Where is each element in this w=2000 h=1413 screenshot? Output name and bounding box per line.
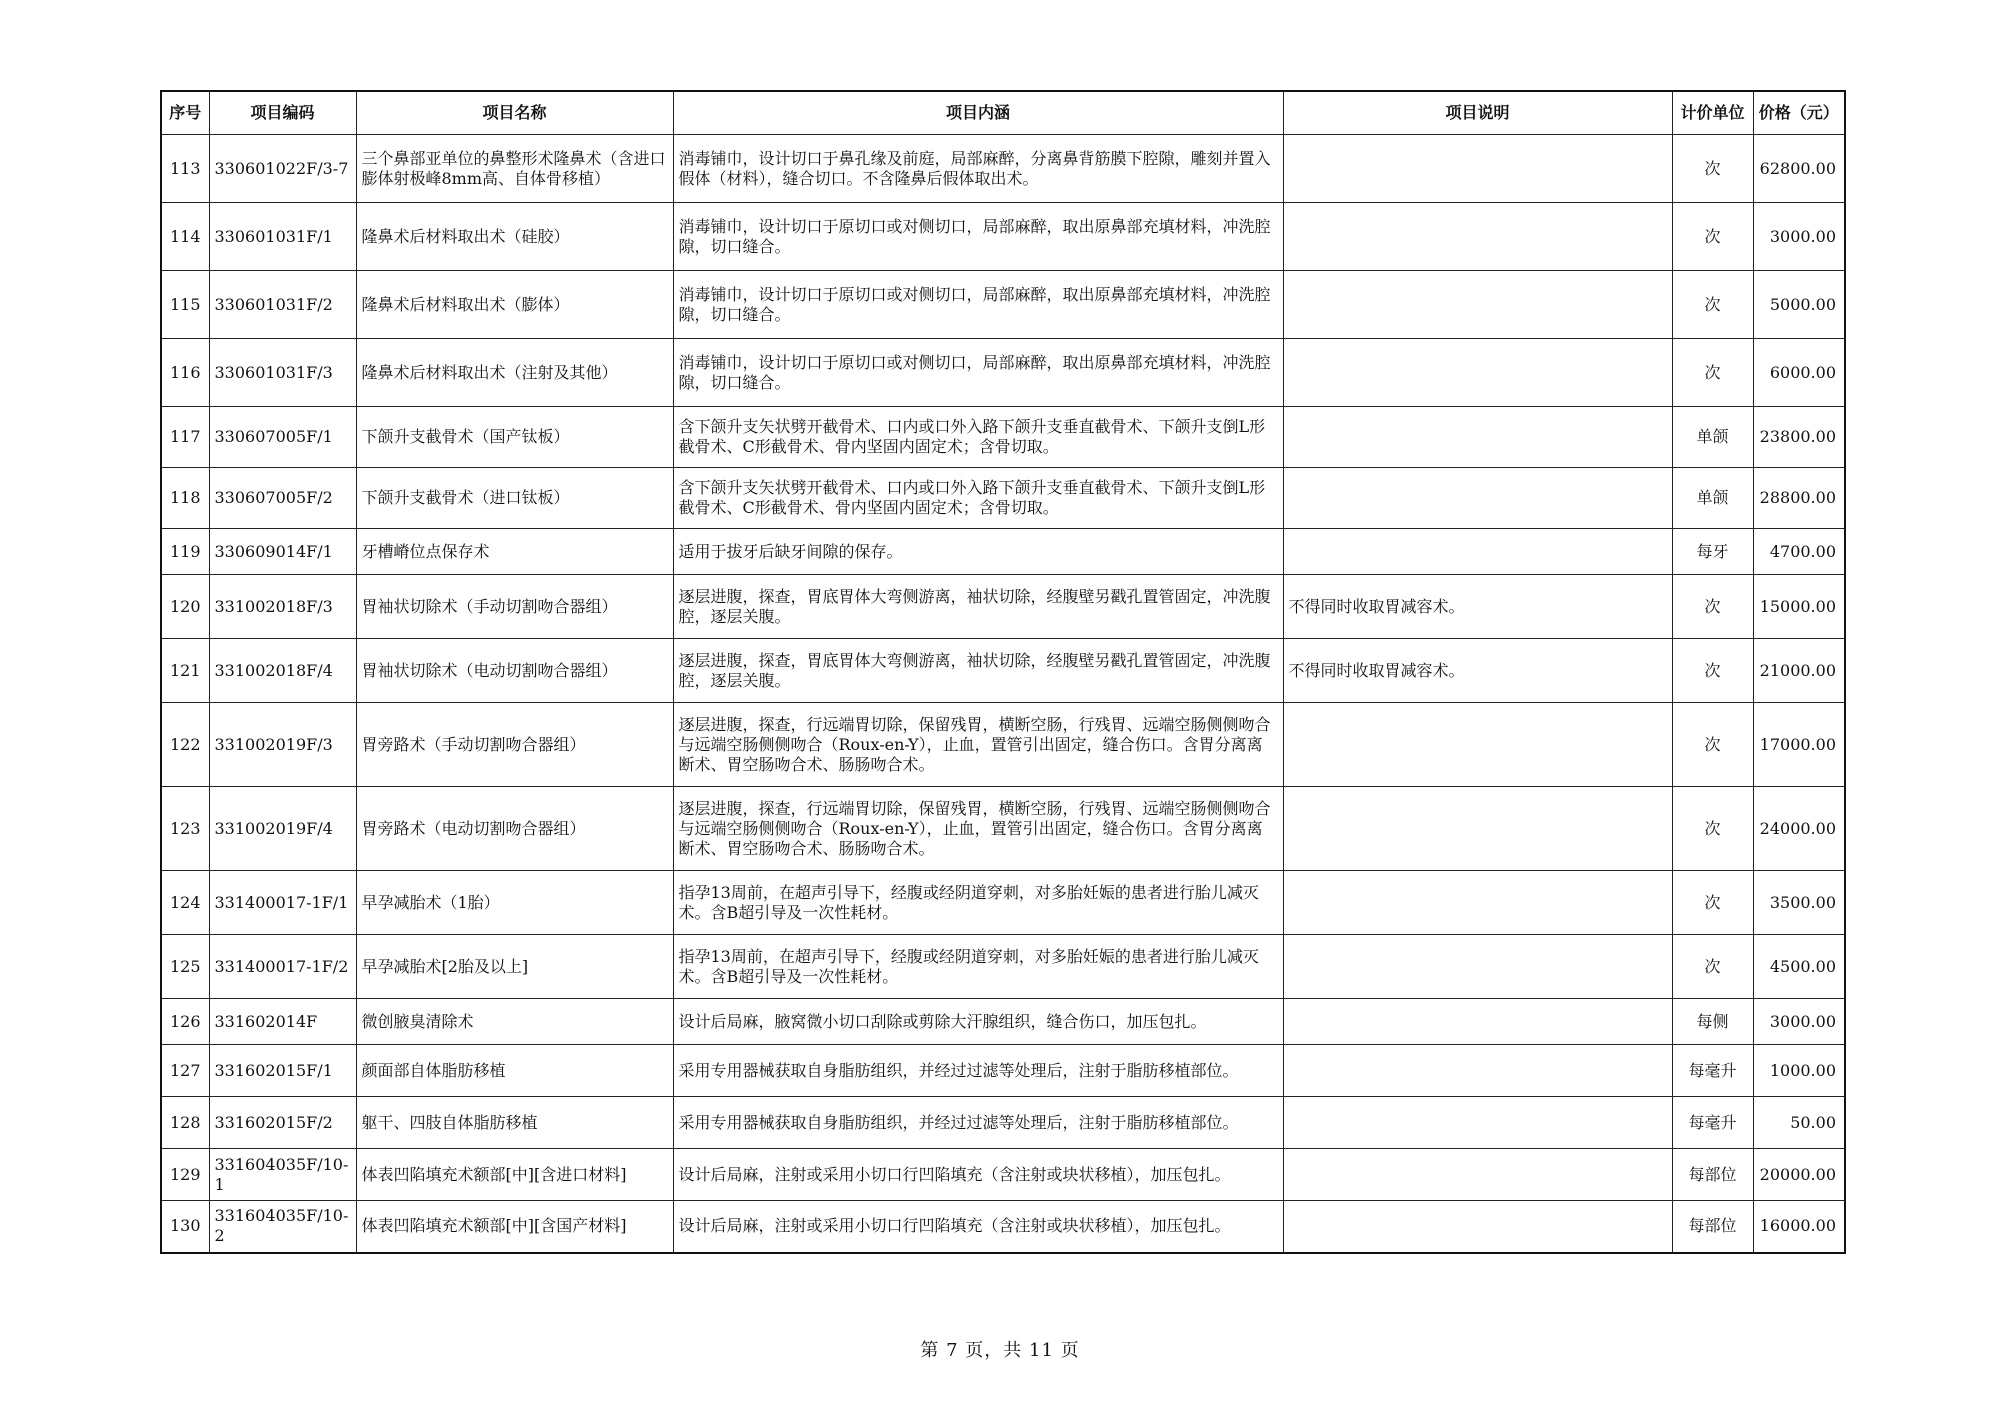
header-code: 项目编码 xyxy=(209,91,356,135)
cell-name: 下颌升支截骨术（国产钛板） xyxy=(356,407,673,468)
cell-unit: 次 xyxy=(1672,787,1753,871)
table-row xyxy=(161,1201,1845,1253)
cell-content: 指孕13周前，在超声引导下，经腹或经阴道穿刺，对多胎妊娠的患者进行胎儿减灭术。含B超引导及一次性耗材。 xyxy=(673,871,1283,935)
cell-unit: 每侧 xyxy=(1672,999,1753,1045)
cell-seq: 113 xyxy=(161,135,209,203)
cell-note xyxy=(1283,787,1672,871)
cell-note: 不得同时收取胃减容术。 xyxy=(1283,639,1672,703)
cell-code: 331400017-1F/1 xyxy=(209,871,356,935)
cell-price: 62800.00 xyxy=(1753,135,1845,203)
cell-seq: 117 xyxy=(161,407,209,468)
cell-code: 331002018F/3 xyxy=(209,575,356,639)
cell-content: 指孕13周前，在超声引导下，经腹或经阴道穿刺，对多胎妊娠的患者进行胎儿减灭术。含B超引导及一次性耗材。 xyxy=(673,935,1283,999)
cell-unit: 次 xyxy=(1672,271,1753,339)
cell-name: 胃旁路术（手动切割吻合器组） xyxy=(356,703,673,787)
cell-name: 胃袖状切除术（电动切割吻合器组） xyxy=(356,639,673,703)
cell-code: 330601022F/3-7 xyxy=(209,135,356,203)
cell-price: 23800.00 xyxy=(1753,407,1845,468)
header-content: 项目内涵 xyxy=(673,91,1283,135)
cell-code: 331002019F/3 xyxy=(209,703,356,787)
cell-note xyxy=(1283,135,1672,203)
cell-code: 330609014F/1 xyxy=(209,529,356,575)
cell-content: 逐层进腹，探查，行远端胃切除，保留残胃，横断空肠，行残胃、远端空肠侧侧吻合与远端空肠侧侧吻合（Roux-en-Y），止血，置管引出固定，缝合伤口。含胃分离离断术、胃空肠吻合术、肠肠吻合术。 xyxy=(673,703,1283,787)
cell-note xyxy=(1283,203,1672,271)
table-row xyxy=(161,529,1845,575)
cell-unit: 单颌 xyxy=(1672,468,1753,529)
cell-seq: 116 xyxy=(161,339,209,407)
cell-price: 20000.00 xyxy=(1753,1149,1845,1201)
cell-code: 331400017-1F/2 xyxy=(209,935,356,999)
cell-note xyxy=(1283,468,1672,529)
cell-unit: 单颌 xyxy=(1672,407,1753,468)
cell-unit: 次 xyxy=(1672,575,1753,639)
header-name: 项目名称 xyxy=(356,91,673,135)
cell-code: 331602015F/2 xyxy=(209,1097,356,1149)
cell-code: 330607005F/2 xyxy=(209,468,356,529)
cell-name: 早孕减胎术[2胎及以上] xyxy=(356,935,673,999)
cell-note xyxy=(1283,871,1672,935)
cell-name: 胃袖状切除术（手动切割吻合器组） xyxy=(356,575,673,639)
cell-note xyxy=(1283,407,1672,468)
cell-unit: 次 xyxy=(1672,339,1753,407)
table-row xyxy=(161,135,1845,203)
cell-seq: 125 xyxy=(161,935,209,999)
cell-content: 逐层进腹，探查，胃底胃体大弯侧游离，袖状切除，经腹壁另戳孔置管固定，冲洗腹腔，逐层关腹。 xyxy=(673,639,1283,703)
cell-seq: 114 xyxy=(161,203,209,271)
cell-code: 330607005F/1 xyxy=(209,407,356,468)
cell-unit: 每部位 xyxy=(1672,1149,1753,1201)
cell-content: 设计后局麻，注射或采用小切口行凹陷填充（含注射或块状移植），加压包扎。 xyxy=(673,1201,1283,1253)
table-row xyxy=(161,1097,1845,1149)
cell-name: 微创腋臭清除术 xyxy=(356,999,673,1045)
cell-code: 331604035F/10-2 xyxy=(209,1201,356,1253)
cell-name: 体表凹陷填充术额部[中][含国产材料] xyxy=(356,1201,673,1253)
cell-unit: 次 xyxy=(1672,871,1753,935)
cell-seq: 121 xyxy=(161,639,209,703)
cell-name: 隆鼻术后材料取出术（膨体） xyxy=(356,271,673,339)
cell-content: 消毒铺巾，设计切口于原切口或对侧切口，局部麻醉，取出原鼻部充填材料，冲洗腔隙，切口缝合。 xyxy=(673,339,1283,407)
cell-price: 3000.00 xyxy=(1753,203,1845,271)
cell-price: 1000.00 xyxy=(1753,1045,1845,1097)
header-note: 项目说明 xyxy=(1283,91,1672,135)
cell-note xyxy=(1283,271,1672,339)
table-row xyxy=(161,468,1845,529)
table-row xyxy=(161,703,1845,787)
cell-price: 3000.00 xyxy=(1753,999,1845,1045)
cell-note xyxy=(1283,1201,1672,1253)
cell-code: 331604035F/10-1 xyxy=(209,1149,356,1201)
cell-note xyxy=(1283,999,1672,1045)
cell-content: 采用专用器械获取自身脂肪组织，并经过过滤等处理后，注射于脂肪移植部位。 xyxy=(673,1097,1283,1149)
cell-seq: 118 xyxy=(161,468,209,529)
cell-content: 设计后局麻，腋窝微小切口刮除或剪除大汗腺组织，缝合伤口，加压包扎。 xyxy=(673,999,1283,1045)
table-row xyxy=(161,1149,1845,1201)
header-unit: 计价单位 xyxy=(1672,91,1753,135)
cell-code: 331002018F/4 xyxy=(209,639,356,703)
table-body xyxy=(161,135,1845,1253)
cell-code: 331002019F/4 xyxy=(209,787,356,871)
cell-note xyxy=(1283,339,1672,407)
cell-name: 体表凹陷填充术额部[中][含进口材料] xyxy=(356,1149,673,1201)
table-row xyxy=(161,407,1845,468)
table-row xyxy=(161,639,1845,703)
cell-note xyxy=(1283,703,1672,787)
cell-note xyxy=(1283,1097,1672,1149)
table-row xyxy=(161,339,1845,407)
cell-code: 331602015F/1 xyxy=(209,1045,356,1097)
cell-seq: 115 xyxy=(161,271,209,339)
cell-note: 不得同时收取胃减容术。 xyxy=(1283,575,1672,639)
cell-seq: 124 xyxy=(161,871,209,935)
cell-code: 330601031F/1 xyxy=(209,203,356,271)
cell-name: 三个鼻部亚单位的鼻整形术隆鼻术（含进口膨体射极峰8mm高、自体骨移植） xyxy=(356,135,673,203)
cell-name: 躯干、四肢自体脂肪移植 xyxy=(356,1097,673,1149)
table-header-row xyxy=(161,91,1845,135)
table-row xyxy=(161,575,1845,639)
cell-seq: 129 xyxy=(161,1149,209,1201)
cell-seq: 127 xyxy=(161,1045,209,1097)
cell-seq: 126 xyxy=(161,999,209,1045)
cell-price: 16000.00 xyxy=(1753,1201,1845,1253)
cell-code: 331602014F xyxy=(209,999,356,1045)
cell-content: 消毒铺巾，设计切口于原切口或对侧切口，局部麻醉，取出原鼻部充填材料，冲洗腔隙，切口缝合。 xyxy=(673,203,1283,271)
cell-note xyxy=(1283,935,1672,999)
cell-content: 消毒铺巾，设计切口于鼻孔缘及前庭，局部麻醉，分离鼻背筋膜下腔隙，雕刻并置入假体（材料），缝合切口。不含隆鼻后假体取出术。 xyxy=(673,135,1283,203)
cell-code: 330601031F/3 xyxy=(209,339,356,407)
table-row xyxy=(161,787,1845,871)
cell-name: 下颌升支截骨术（进口钛板） xyxy=(356,468,673,529)
cell-seq: 128 xyxy=(161,1097,209,1149)
cell-unit: 每牙 xyxy=(1672,529,1753,575)
cell-price: 50.00 xyxy=(1753,1097,1845,1149)
cell-name: 隆鼻术后材料取出术（注射及其他） xyxy=(356,339,673,407)
page-footer xyxy=(0,1336,2000,1362)
cell-unit: 次 xyxy=(1672,703,1753,787)
cell-content: 含下颌升支矢状劈开截骨术、口内或口外入路下颌升支垂直截骨术、下颌升支倒L形截骨术、C形截骨术、骨内坚固内固定术；含骨切取。 xyxy=(673,468,1283,529)
cell-name: 隆鼻术后材料取出术（硅胶） xyxy=(356,203,673,271)
cell-content: 含下颌升支矢状劈开截骨术、口内或口外入路下颌升支垂直截骨术、下颌升支倒L形截骨术、C形截骨术、骨内坚固内固定术；含骨切取。 xyxy=(673,407,1283,468)
cell-note xyxy=(1283,1045,1672,1097)
cell-name: 牙槽嵴位点保存术 xyxy=(356,529,673,575)
table-row xyxy=(161,935,1845,999)
cell-seq: 120 xyxy=(161,575,209,639)
cell-unit: 每毫升 xyxy=(1672,1097,1753,1149)
table-row xyxy=(161,871,1845,935)
cell-content: 适用于拔牙后缺牙间隙的保存。 xyxy=(673,529,1283,575)
cell-price: 4700.00 xyxy=(1753,529,1845,575)
cell-unit: 每部位 xyxy=(1672,1201,1753,1253)
cell-content: 采用专用器械获取自身脂肪组织，并经过过滤等处理后，注射于脂肪移植部位。 xyxy=(673,1045,1283,1097)
cell-unit: 次 xyxy=(1672,639,1753,703)
cell-unit: 次 xyxy=(1672,203,1753,271)
cell-price: 4500.00 xyxy=(1753,935,1845,999)
table-row xyxy=(161,203,1845,271)
cell-name: 早孕减胎术（1胎） xyxy=(356,871,673,935)
cell-price: 5000.00 xyxy=(1753,271,1845,339)
cell-content: 设计后局麻，注射或采用小切口行凹陷填充（含注射或块状移植），加压包扎。 xyxy=(673,1149,1283,1201)
cell-content: 消毒铺巾，设计切口于原切口或对侧切口，局部麻醉，取出原鼻部充填材料，冲洗腔隙，切口缝合。 xyxy=(673,271,1283,339)
cell-seq: 123 xyxy=(161,787,209,871)
cell-price: 15000.00 xyxy=(1753,575,1845,639)
table-row xyxy=(161,999,1845,1045)
header-price: 价格（元） xyxy=(1753,91,1845,135)
cell-seq: 122 xyxy=(161,703,209,787)
cell-unit: 次 xyxy=(1672,135,1753,203)
cell-unit: 每毫升 xyxy=(1672,1045,1753,1097)
table-row xyxy=(161,1045,1845,1097)
cell-seq: 130 xyxy=(161,1201,209,1253)
cell-content: 逐层进腹，探查，胃底胃体大弯侧游离，袖状切除，经腹壁另戳孔置管固定，冲洗腹腔，逐层关腹。 xyxy=(673,575,1283,639)
cell-content: 逐层进腹，探查，行远端胃切除，保留残胃，横断空肠，行残胃、远端空肠侧侧吻合与远端空肠侧侧吻合（Roux-en-Y），止血，置管引出固定，缝合伤口。含胃分离离断术、胃空肠吻合术、肠肠吻合术。 xyxy=(673,787,1283,871)
fee-table xyxy=(160,90,1846,1254)
cell-price: 28800.00 xyxy=(1753,468,1845,529)
cell-price: 6000.00 xyxy=(1753,339,1845,407)
table-row xyxy=(161,271,1845,339)
cell-unit: 次 xyxy=(1672,935,1753,999)
cell-price: 24000.00 xyxy=(1753,787,1845,871)
cell-note xyxy=(1283,1149,1672,1201)
header-seq: 序号 xyxy=(161,91,209,135)
cell-note xyxy=(1283,529,1672,575)
cell-code: 330601031F/2 xyxy=(209,271,356,339)
cell-name: 颜面部自体脂肪移植 xyxy=(356,1045,673,1097)
page-number-label: 第 7 页，共 11 页 xyxy=(920,1340,1080,1361)
cell-name: 胃旁路术（电动切割吻合器组） xyxy=(356,787,673,871)
cell-price: 3500.00 xyxy=(1753,871,1845,935)
cell-seq: 119 xyxy=(161,529,209,575)
cell-price: 17000.00 xyxy=(1753,703,1845,787)
cell-price: 21000.00 xyxy=(1753,639,1845,703)
